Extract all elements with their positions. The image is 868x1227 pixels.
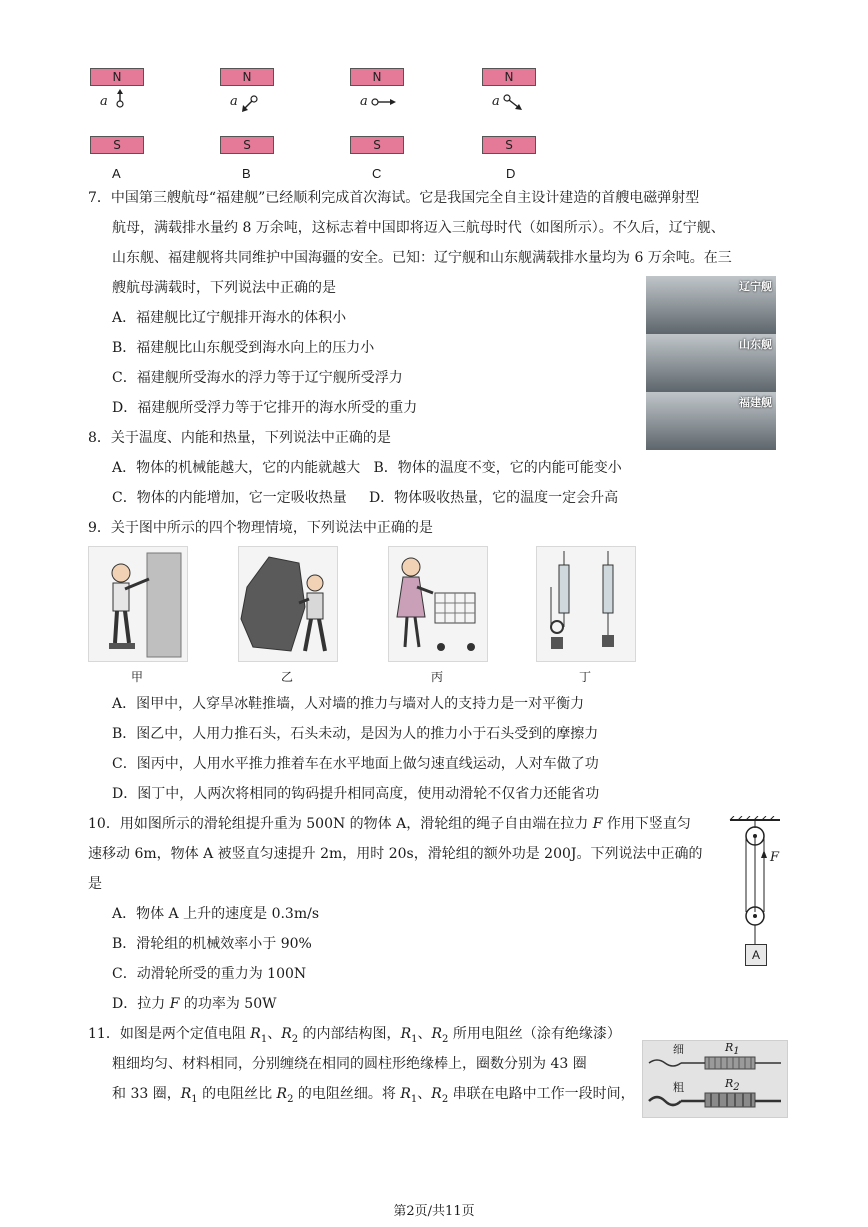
magnet-south-pole: S [220, 136, 274, 154]
r2-label [725, 1077, 740, 1093]
q9-stem: 9．关于图中所示的四个物理情境，下列说法中正确的是 [88, 520, 433, 536]
resistor-coils-icon [643, 1041, 787, 1117]
q10-stem-line-1 [88, 814, 691, 834]
resistor-photo [642, 1040, 788, 1118]
resistor-symbol: R [276, 1086, 288, 1102]
q10-text: 作用下竖直匀 [602, 816, 691, 832]
resistor-symbol: R [725, 1077, 734, 1090]
q11-text: 11．如图是两个定值电阻 [88, 1026, 251, 1042]
needle-label: a [492, 94, 500, 109]
scene-caption: 丙 [430, 670, 443, 684]
q10-stem-line-2: 速移动 6m，物体 A 被竖直匀速提升 2m，用时 20s，滑轮组的额外功是 200J。下列说法中正确的 [88, 846, 703, 862]
resistor-subscript: 2 [291, 1033, 299, 1045]
needle-label: a [230, 94, 238, 109]
ship-label: 辽宁舰 [739, 280, 772, 293]
q10-option-c: C．动滑轮所受的重力为 100N [112, 966, 307, 982]
resistor-symbol: R [431, 1026, 443, 1042]
resistor-symbol: R [725, 1041, 734, 1054]
magnet-south-pole: S [90, 136, 144, 154]
q9-option-a: A．图甲中，人穿旱冰鞋推墙，人对墙的推力与墙对人的支持力是一对平衡力 [112, 696, 585, 712]
q8-options-row-1: A．物体的机械能越大，它的内能就越大 B．物体的温度不变，它的内能可能变小 [112, 460, 622, 476]
magnet-north-pole: N [90, 68, 144, 86]
option-letter-d: D [506, 166, 516, 181]
resistor-subscript: 2 [441, 1093, 449, 1105]
resistor-symbol: R [180, 1086, 192, 1102]
q7-stem-line-1: 7．中国第三艘航母“福建舰”已经顺利完成首次海试。它是我国完全自主设计建造的首艘电磁弹射型 [88, 190, 700, 206]
carrier-photo-shandong [646, 334, 776, 392]
ship-label: 山东舰 [739, 338, 772, 351]
person-pushing-rock-icon [239, 547, 337, 661]
q10-text: 10．用如图所示的滑轮组提升重为 500N 的物体 A，滑轮组的绳子自由端在拉力 [88, 816, 593, 832]
carrier-photo-liaoning [646, 276, 776, 334]
resistor-subscript: 2 [442, 1033, 449, 1045]
option-letter-a: A [112, 166, 121, 181]
q8-stem: 8．关于温度、内能和热量，下列说法中正确的是 [88, 430, 391, 446]
q10-option-d [112, 994, 277, 1014]
q11-text: 串联在电路中工作一段时间， [448, 1086, 635, 1102]
resistor-subscript: 2 [287, 1093, 294, 1105]
scene-pushing-cart [388, 546, 488, 662]
scene-caption: 丁 [578, 670, 591, 684]
spring-scale-pulley-icon [537, 547, 635, 661]
thin-wire-label: 细 [673, 1043, 684, 1056]
q10-option-b: B．滑轮组的机械效率小于 90% [112, 936, 312, 952]
q11-text: 的电阻丝比 [197, 1086, 277, 1102]
q7-stem-line-3: 山东舰、福建舰将共同维护中国海疆的安全。已知：辽宁舰和山东舰满载排水量均为 6 万余吨。在三 [112, 250, 732, 266]
option-letter-b: B [242, 166, 251, 181]
scene-spring-scales [536, 546, 636, 662]
magnet-north-pole: N [350, 68, 404, 86]
skater-pushing-wall-icon [89, 547, 187, 661]
q7-option-a: A．福建舰比辽宁舰排开海水的体积小 [112, 310, 347, 326]
resistor-subscript: 1 [191, 1093, 198, 1105]
scene-caption: 乙 [280, 670, 293, 684]
force-label: F [770, 850, 780, 865]
resistor-symbol: R [400, 1086, 411, 1102]
magnet-south-pole: S [482, 136, 536, 154]
compass-needle-down-left-icon [240, 92, 262, 114]
q7-stem-line-2: 航母，满载排水量约 8 万余吨，这标志着中国即将迈入三航母时代（如图所示）。不久后，辽宁舰、 [112, 220, 725, 236]
q11-stem-line-1 [88, 1024, 621, 1050]
page-number: 第2页/共11页 [393, 1204, 475, 1219]
compass-needle-up-icon [112, 88, 132, 112]
compass-needle-right-icon [370, 95, 398, 109]
scene-pushing-rock [238, 546, 338, 662]
resistor-subscript: 2 [733, 1082, 740, 1094]
scene-skater-pushing-wall [88, 546, 188, 662]
q11-text: 和 33 圈， [112, 1086, 181, 1102]
q7-stem-line-4: 艘航母满载时，下列说法中正确的是 [112, 280, 336, 296]
q9-option-c: C．图丙中，人用水平推力推着车在水平地面上做匀速直线运动，人对车做了功 [112, 756, 599, 772]
q11-text: 、 [417, 1026, 432, 1042]
q10-force-var: F [592, 816, 603, 832]
q9-option-d: D．图丁中，人两次将相同的钩码提升相同高度，使用动滑轮不仅省力还能省功 [112, 786, 600, 802]
q11-text: 所用电阻丝（涂有绝缘漆） [448, 1026, 621, 1042]
block-a: A [745, 944, 767, 966]
scene-caption: 甲 [130, 670, 143, 684]
q7-option-b: B．福建舰比山东舰受到海水向上的压力小 [112, 340, 375, 356]
q11-text: 、 [267, 1026, 282, 1042]
resistor-symbol: R [281, 1026, 292, 1042]
q10-text: 的功率为 50W [179, 996, 277, 1012]
q11-text: 、 [417, 1086, 432, 1102]
person-pushing-cart-icon [389, 547, 487, 661]
compass-needle-down-right-icon [502, 92, 526, 114]
resistor-subscript: 1 [260, 1033, 268, 1045]
q11-text: 的内部结构图， [298, 1026, 401, 1042]
needle-label: a [360, 94, 368, 109]
q7-option-d: D．福建舰所受浮力等于它排开的海水所受的重力 [112, 400, 418, 416]
q10-force-var: F [169, 996, 180, 1012]
resistor-subscript: 1 [411, 1033, 418, 1045]
q9-option-b: B．图乙中，人用力推石头，石头未动，是因为人的推力小于石头受到的摩擦力 [112, 726, 599, 742]
resistor-subscript: 1 [733, 1046, 740, 1058]
q10-option-a: A．物体 A 上升的速度是 0.3m/s [112, 906, 320, 922]
magnet-south-pole: S [350, 136, 404, 154]
thick-wire-label: 粗 [673, 1081, 684, 1094]
option-letter-c: C [372, 166, 382, 181]
q8-options-row-2: C．物体的内能增加，它一定吸收热量 D．物体吸收热量，它的温度一定会升高 [112, 490, 619, 506]
r1-label [725, 1041, 740, 1057]
ship-label: 福建舰 [739, 396, 772, 409]
needle-label: a [100, 94, 108, 109]
q11-text: 的电阻丝细。将 [293, 1086, 401, 1102]
q10-text: D．拉力 [112, 996, 170, 1012]
magnet-north-pole: N [482, 68, 536, 86]
q7-option-c: C．福建舰所受海水的浮力等于辽宁舰所受浮力 [112, 370, 403, 386]
resistor-symbol: R [431, 1086, 442, 1102]
q11-stem-line-2: 粗细均匀、材料相同，分别缠绕在相同的圆柱形绝缘棒上，圈数分别为 43 圈 [112, 1056, 587, 1072]
resistor-symbol: R [250, 1026, 261, 1042]
magnet-north-pole: N [220, 68, 274, 86]
resistor-symbol: R [400, 1026, 412, 1042]
q11-stem-line-3 [112, 1084, 635, 1110]
q10-stem-line-3: 是 [88, 876, 102, 892]
resistor-subscript: 1 [410, 1093, 418, 1105]
carrier-photo-fujian [646, 392, 776, 450]
